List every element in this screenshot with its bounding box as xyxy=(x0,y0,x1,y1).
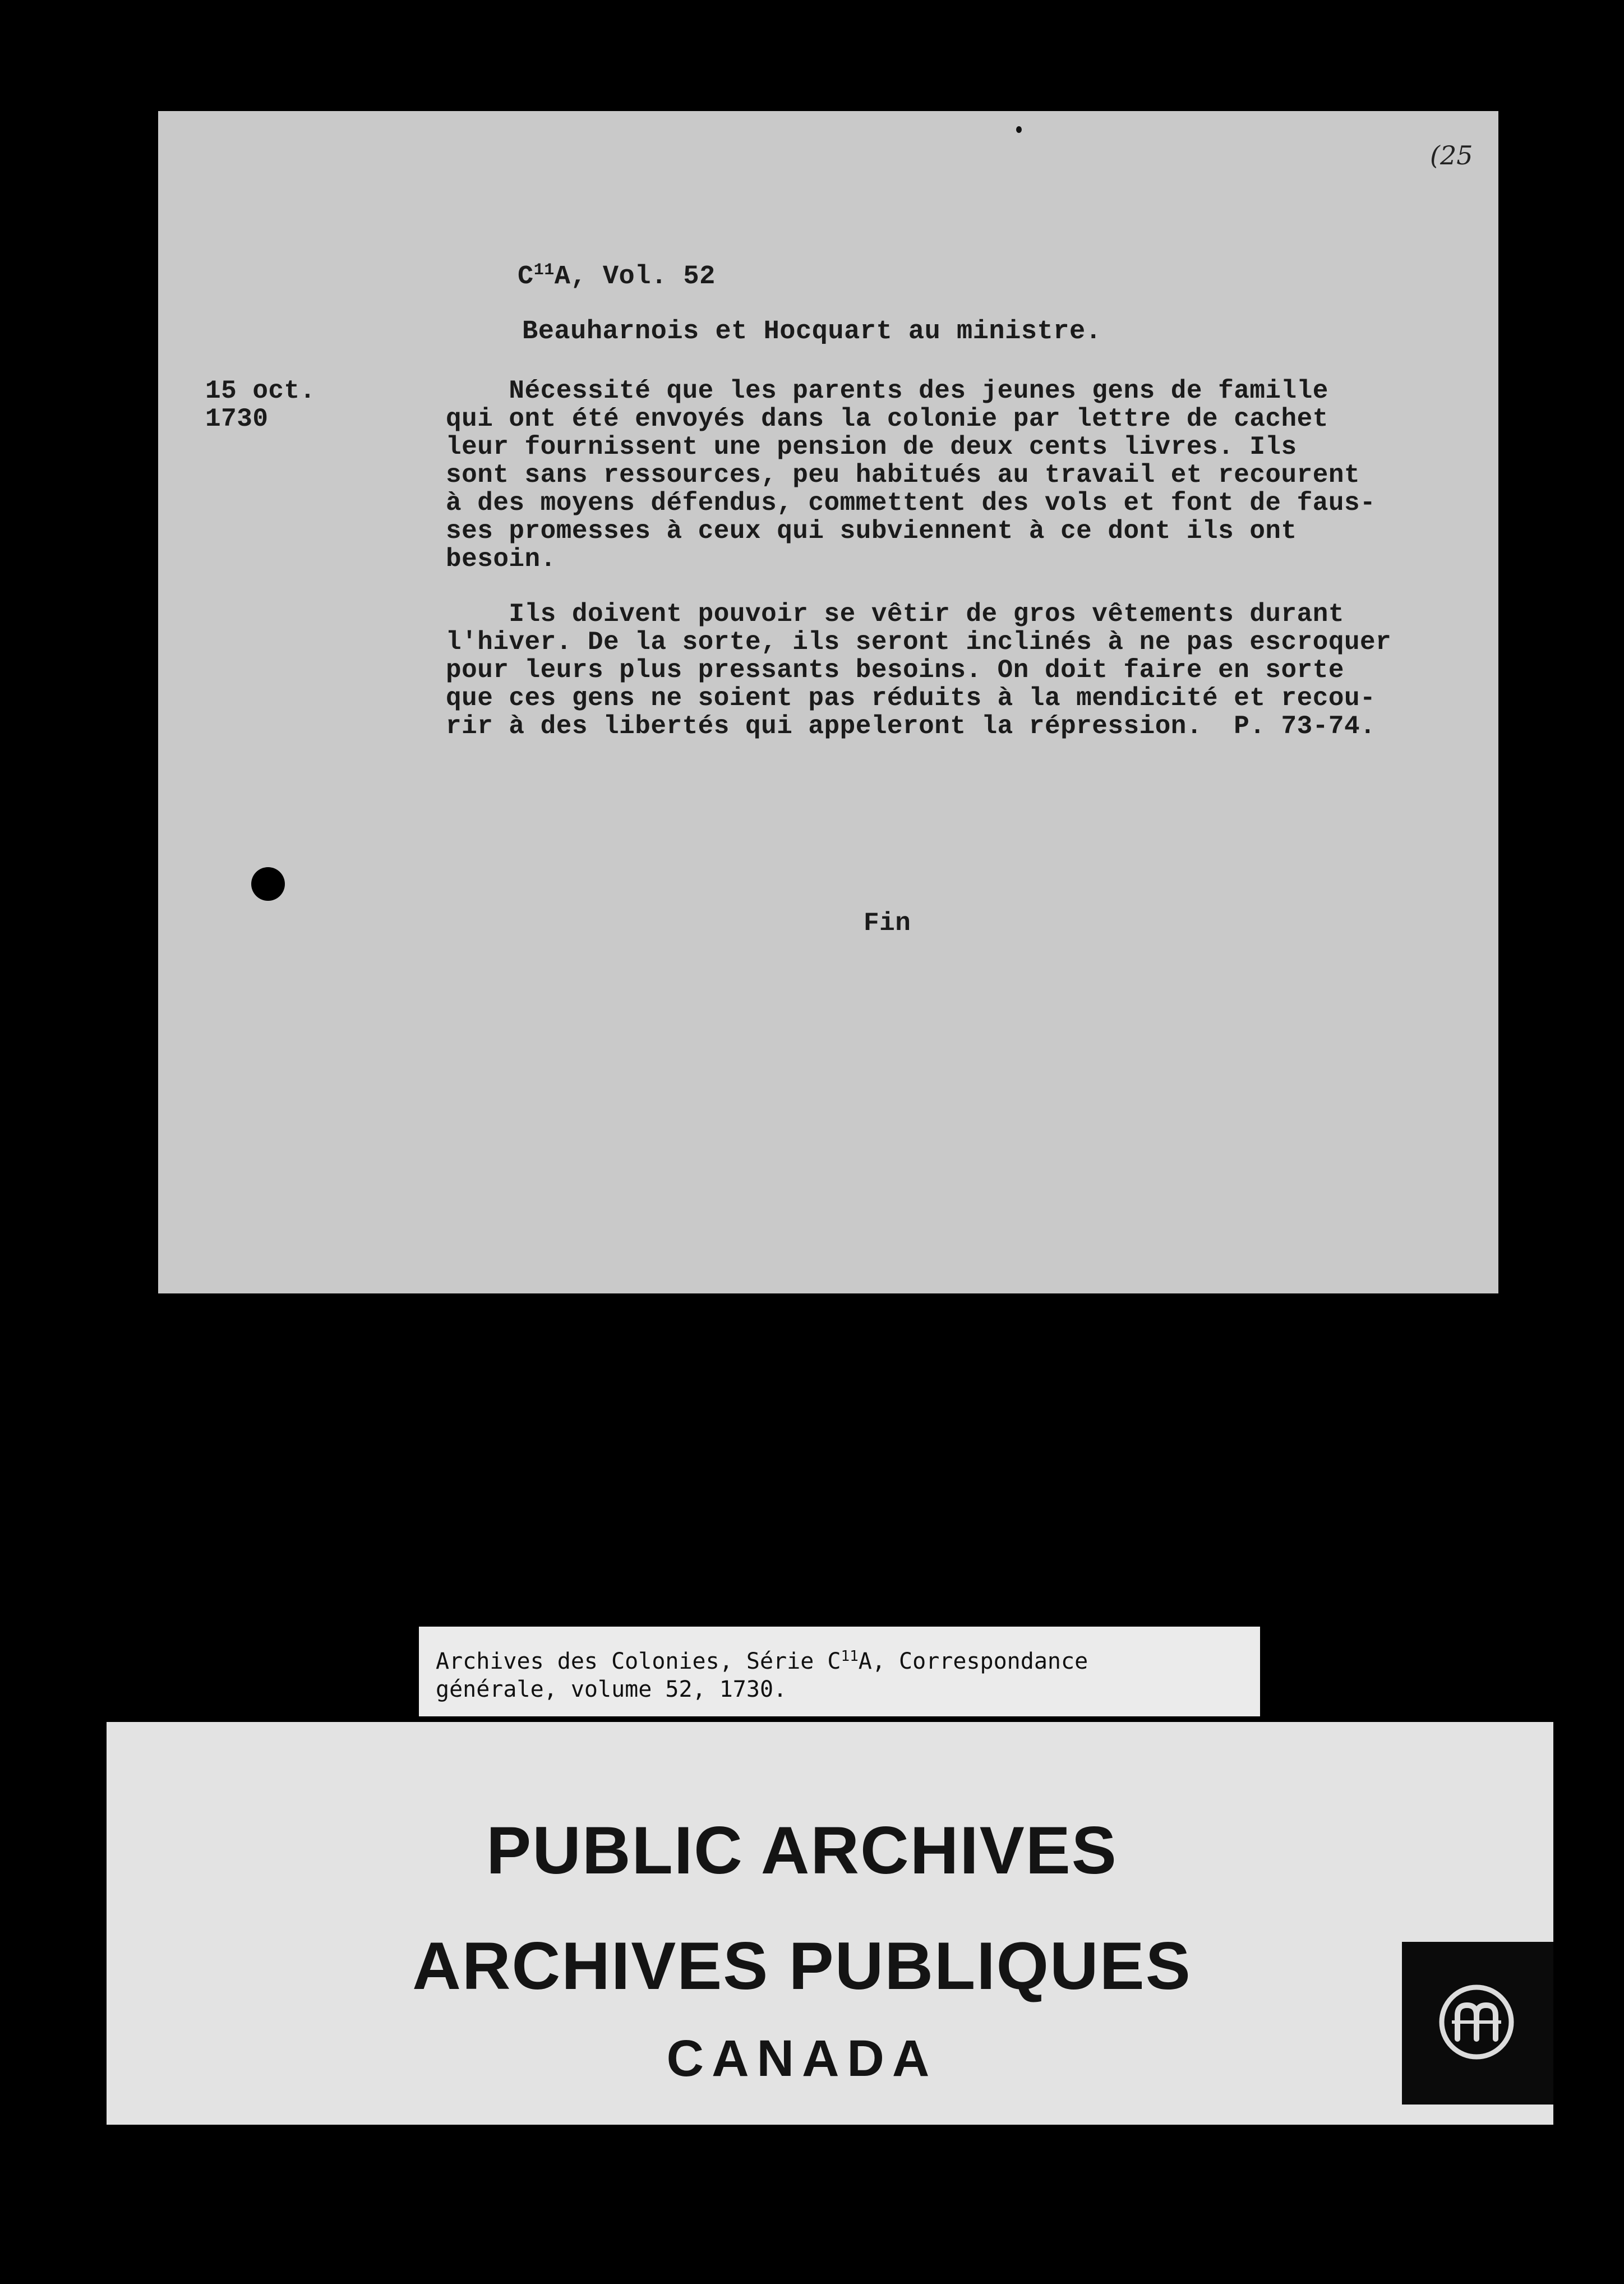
banner-title-french: ARCHIVES PUBLIQUES xyxy=(412,1928,1192,2004)
caption-superscript: 11 xyxy=(841,1648,859,1665)
reference-prefix: C xyxy=(518,262,534,292)
text-line: que ces gens ne soient pas réduits à la mendicité et recou- xyxy=(446,684,1376,713)
text-line: Nécessité que les parents des jeunes gens de famille xyxy=(446,376,1328,406)
date-margin xyxy=(205,377,316,433)
text-line: besoin. xyxy=(446,545,556,574)
text-line: qui ont été envoyés dans la colonie par lettre de cachet xyxy=(446,404,1328,434)
page-number: (25 xyxy=(1430,140,1473,171)
reference-line xyxy=(518,261,716,292)
paragraph-1 xyxy=(446,377,1376,573)
reference-superscript: 11 xyxy=(533,261,555,280)
caption-line-2: générale, volume 52, 1730. xyxy=(436,1677,787,1702)
date-year: 1730 xyxy=(205,404,269,434)
banner-country: CANADA xyxy=(666,2030,938,2087)
text-line: leur fournissent une pension de deux cents livres. Ils xyxy=(446,432,1297,462)
caption-line-1 xyxy=(436,1642,1243,1675)
document-heading: Beauharnois et Hocquart au ministre. xyxy=(522,317,1102,347)
archive-caption xyxy=(419,1627,1260,1716)
text-line: l'hiver. De la sorte, ils seront inclinés à ne pas escroquer xyxy=(446,628,1392,657)
paragraph-2 xyxy=(446,600,1391,740)
ink-speck xyxy=(1016,126,1022,133)
text-line: sont sans ressources, peu habitués au travail et recourent xyxy=(446,461,1360,490)
text-line: Ils doivent pouvoir se vêtir de gros vêtements durant xyxy=(446,600,1344,629)
text-line: rir à des libertés qui appeleront la répression. P. 73-74. xyxy=(446,712,1376,741)
archives-monogram-icon xyxy=(1437,1983,1516,2061)
end-marker: Fin xyxy=(864,909,911,938)
caption-prefix: Archives des Colonies, Série C xyxy=(436,1648,841,1674)
punch-hole xyxy=(251,867,285,901)
text-line: ses promesses à ceux qui subviennent à ce dont ils ont xyxy=(446,517,1297,546)
text-line: à des moyens défendus, commettent des vols et font de faus- xyxy=(446,489,1376,518)
date-day: 15 oct. xyxy=(205,376,316,406)
caption-suffix: A, Correspondance xyxy=(858,1648,1088,1674)
archives-banner xyxy=(107,1722,1553,2125)
reference-rest: A, Vol. 52 xyxy=(554,262,716,292)
text-line: pour leurs plus pressants besoins. On doit faire en sorte xyxy=(446,656,1344,685)
banner-title-english: PUBLIC ARCHIVES xyxy=(486,1813,1118,1888)
